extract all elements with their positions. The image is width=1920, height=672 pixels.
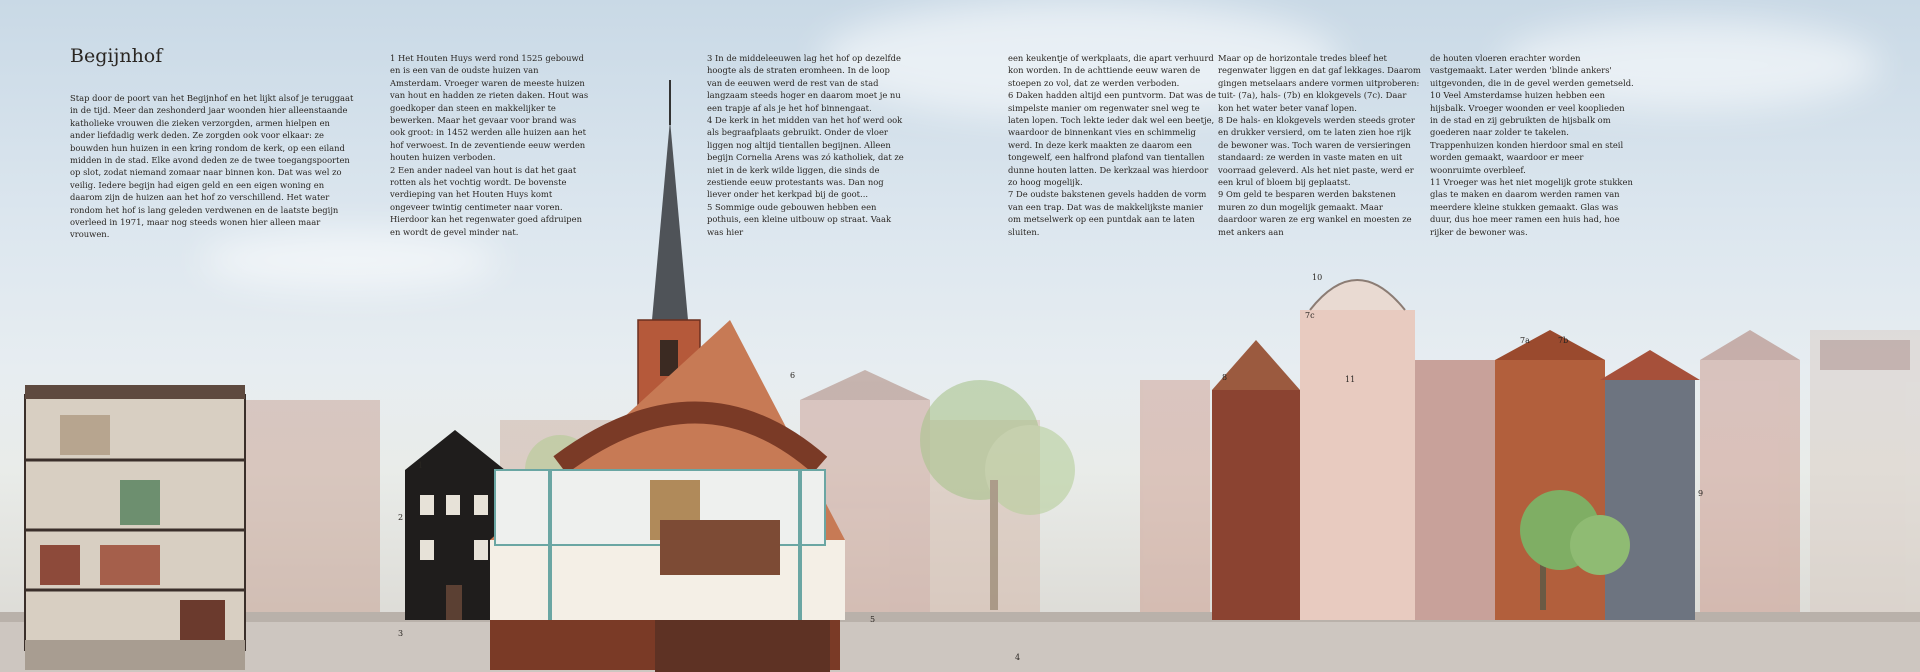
label-10: 10: [1312, 273, 1323, 282]
text-column-1: 1 Het Houten Huys werd rond 1525 gebouwd en is een van de oudste huizen van Amsterdam. Vroeger waren de meeste huizen van hout en hadden ze rieten daken. Hout was goedkoper dan steen en makkelijker te bewerken. Maar het gevaar voor brand was ook groot: in 1452 werden alle huizen aan het hof verwoest. In de zeventiende eeuw werden houten huizen verboden. 2 Een ander nadeel van hout is dat het gaat rotten als het vochtig wordt. De bovenste verdieping van het Houten Huys komt ongeveer twintig centimeter naar voren. Hierdoor kan het regenwater goed afdruipen en wordt de gevel minder nat.: [390, 53, 589, 237]
ground: [0, 620, 1920, 672]
label-1: 1: [418, 461, 424, 470]
text-column-4: Maar op de horizontale tredes bleef het regenwater liggen en dat gaf lekkages. Daarom gingen metselaars andere vormen uitproberen: tuit- (7a), hals- (7b) en klokgevels (7c). Daar kon het water beter vanaf lopen. 8 De hals- en klokgevels werden steeds groter en drukker versierd, om te laten zien hoe rijk de bewoner was. Toch waren de versieringen standaard: ze werden in vaste maten en uit voorraad geleverd. Als het niet paste, werd er een krul of bloem bij geplaatst. 9 Om geld te besparen werden bakstenen muren zo dun mogelijk gemaakt. Maar daardoor waren ze erg wankel en moesten ze met ankers aan: [1218, 53, 1421, 237]
label-9: 9: [1698, 489, 1704, 498]
label-11: 11: [1345, 375, 1356, 384]
text-column-3: een keukentje of werkplaats, die apart verhuurd kon worden. In de achttiende eeuw waren de stoepen zo vol, dat ze werden verboden. 6 Daken hadden altijd een puntvorm. Dat was de simpelste manier om regenwater snel weg te laten lopen. Toch lekte ieder dak wel een beetje, waardoor de binnenkant vies en schimmelig werd. In deze kerk maakten ze daarom een tongewelf, een halfrond plafond van tientallen dunne houten latten. De kerkzaal was hierdoor zo hoog mogelijk. 7 De oudste bakstenen gevels hadden de vorm van een trap. Dat was de makkelijkste manier om metselwerk op een puntdak aan te laten sluiten.: [1008, 53, 1216, 237]
label-7b: 7b: [1558, 336, 1569, 345]
label-3: 3: [398, 629, 404, 638]
label-7a: 7a: [1520, 336, 1530, 345]
label-4: 4: [1015, 653, 1021, 662]
label-6: 6: [790, 371, 796, 380]
label-7c: 7c: [1305, 311, 1315, 320]
text-column-5: de houten vloeren erachter worden vastgemaakt. Later werden 'blinde ankers' uitgevonden, die in de gevel werden gemetseld. 10 Veel Amsterdamse huizen hebben een hijsbalk. Vroeger woonden er veel kooplieden in de stad en zij gebruikten de hijsbalk om goederen naar zolder te takelen. Trappenhuizen konden hierdoor smal en steil worden gemaakt, waardoor er meer woonruimte overbleef. 11 Vroeger was het niet mogelijk grote stukken glas te maken en daarom werden ramen van meerdere kleine stukken gemaakt. Glas was duur, dus hoe meer ramen een huis had, hoe rijker de bewoner was.: [1430, 53, 1634, 237]
intro-text: Stap door de poort van het Begijnhof en het lijkt alsof je teruggaat in de tijd. Meer dan zeshonderd jaar woonden hier alleenstaande katholieke vrouwen die zieken verzorgden, armen hielpen en ander liefdadig werk deden. Ze zorgden ook voor elkaar: ze bouwden hun huizen in een kring rondom de kerk, op een eiland midden in de stad. Elke avond deden ze de twee toegangspoorten op slot, zodat niemand zomaar naar binnen kon. Dat was wel zo veilig. Iedere begijn had eigen geld en een eigen woning en daarom zijn de huizen aan het hof zo verschillend. Het water rondom het hof is lang geleden verdwenen en de laatste begijn overleed in 1971, maar nog steeds wonen hier alleen maar vrouwen.: [70, 93, 354, 240]
canal-houses: [1212, 280, 1700, 620]
label-2: 2: [398, 513, 404, 522]
label-5: 5: [870, 615, 876, 624]
text-column-2: 3 In de middeleeuwen lag het hof op dezelfde hoogte als de straten eromheen. In de loop van de eeuwen werd de rest van de stad langzaam steeds hoger en daarom moet je nu een trapje af als je het hof binnengaat. 4 De kerk in het midden van het hof werd ook als begraafplaats gebruikt. Onder de vloer liggen nog altijd tientallen begijnen. Alleen begijn Cornelia Arens was zó katholiek, dat ze niet in de kerk wilde liggen, die sinds de zestiende eeuw protestants was. Dan nog liever onder het kerkpad bij de goot... 5 Sommige oude gebouwen hebben een pothuis, een kleine uitbouw op straat. Vaak was hier: [707, 53, 904, 237]
label-8: 8: [1222, 373, 1228, 382]
page-title: Begijnhof: [70, 45, 163, 67]
cutaway-house: [25, 385, 245, 670]
